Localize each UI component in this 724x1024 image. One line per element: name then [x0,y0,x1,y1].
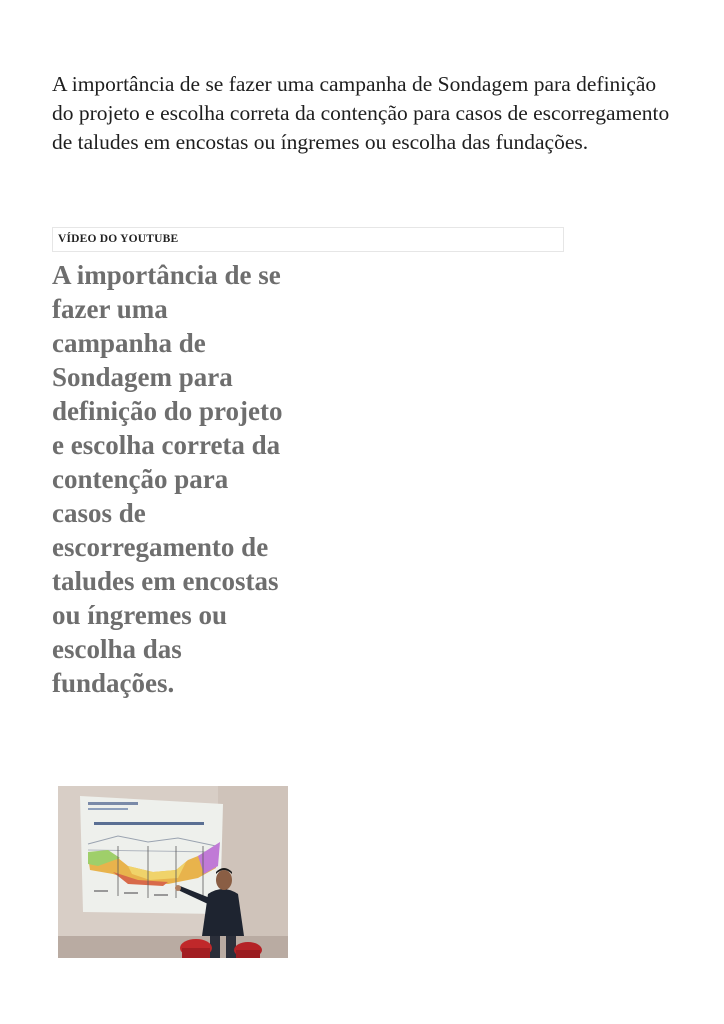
article-title: A importância de se fazer uma campanha de Sondagem para definição do projeto e escolha correta da contenção para casos de escorregamento de taludes em encostas ou íngremes ou escolha das fundações. [52,260,283,698]
intro-paragraph: A importância de se fazer uma campanha de Sondagem para definição do projeto e escolha correta da contenção para casos de escorregamento de taludes em encostas ou íngremes ou escolha das fundações. [52,72,670,154]
youtube-video-embed[interactable] [52,227,564,252]
presentation-photo-icon [58,786,288,958]
presentation-photo [58,786,288,958]
video-label: VÍDEO DO YOUTUBE [58,233,179,245]
